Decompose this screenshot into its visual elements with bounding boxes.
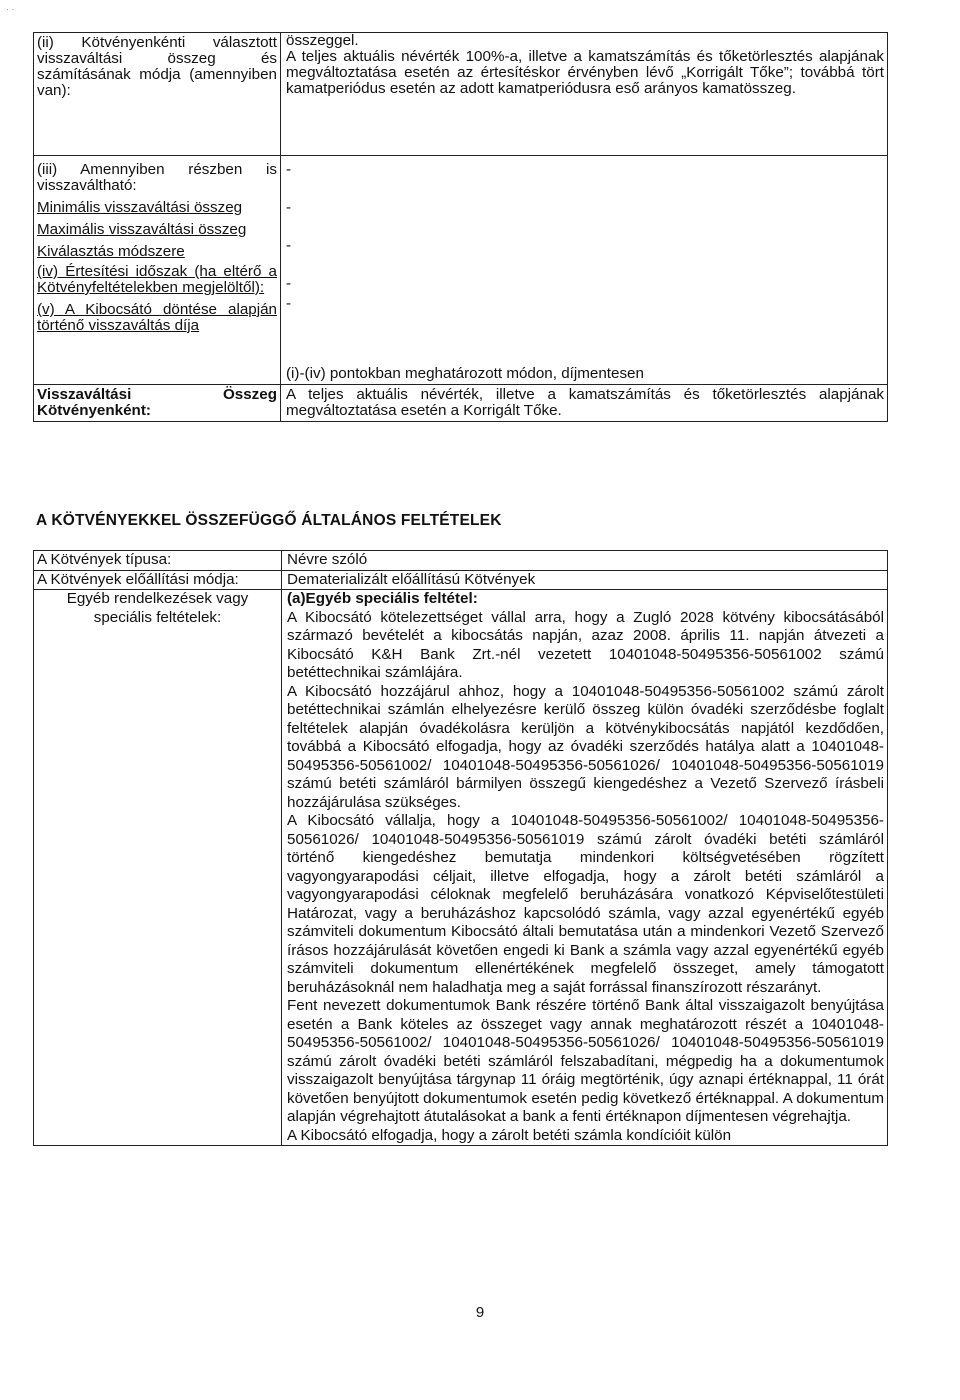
other-provisions-value xyxy=(282,590,888,1146)
table-row xyxy=(34,570,888,590)
redemption-amount-value xyxy=(281,33,888,156)
corner-mark: · · xyxy=(6,4,15,14)
production-method-value: Dematerializált előállítású Kötvények xyxy=(282,570,888,590)
provision-paragraph: A Kibocsátó hozzájárul ahhoz, hogy a 10401048-50495356-50561002 számú zárolt betéttechnikai számlán elhelyezésre kerülő összeg külön óvadéki szerződésbe foglalt feltételek alapján óvadékolásra kerüljön a kötvénykibocsátás napjától kezdődően, továbbá a Kibocsátó elfogadja, hogy az óvadéki szerződés hatálya alatt a 10401048-50495356-50561002/ 10401048-50495356-50561026/ 10401048-50495356-50561019 számú betéti számláról bármilyen összegű kiengedéshez a Vezető Szervező írásbeli hozzájárulása szükséges. xyxy=(287,682,884,811)
redemption-fee-label: (v) A Kibocsátó döntése alapján történő visszaváltás díja xyxy=(37,301,277,334)
provision-paragraph: A Kibocsátó vállalja, hogy a 10401048-50495356-50561002/ 10401048-50495356-50561026/ 10401048-50495356-50561019 számú zárolt óvadéki betéti számláról történő kiengedéshez bemutatja mindenkori költségvetésében rögzített vagyongyarapodási céljait, illetve elfogadja, hogy a zárolt betéti számláról a vagyongyarapodási céloknak megfelelő beruházására vonatkozó Képviselőtestületi Határozat, vagy a beruházáshoz kapcsolódó számla, vagy azzal egyenértékű egyéb számviteli dokumentum Kibocsátó általi bemutatása után a mindenkori Vezető Szervező írásos hozzájárulását követően engedi ki Bank a számla vagy azzal egyenértékű egyéb számviteli dokumentum ellenértékének megfelelő összeget, amely támogatott beruházásoknál nem haladhatja meg a saját forrással finanszírozott részarányt. xyxy=(287,812,884,996)
table-row xyxy=(34,33,888,156)
special-condition-title: (a)Egyéb speciális feltétel: xyxy=(287,590,478,607)
provision-paragraph: A Kibocsátó kötelezettséget vállal arra, hogy a Zugló 2028 kötvény kibocsátásából származó bevételét a kibocsátás napján, azaz 2008. április 11. napján átvezeti a Kibocsátó K&H Bank Zrt.-nél vezetett 10401048-50495356-50561002 számú betéttechnikai számlájára. xyxy=(287,608,884,681)
redemption-amount-text: A teljes aktuális névérték 100%-a, illetve a kamatszámítás és tőketörlesztés alapjának megváltoztatása esetén az értesítéskor érvényben lévő „Korrigált Tőke”; továbbá tört kamatperiódus esetén az adott kamatperiódusra eső arányos kamatösszeg. xyxy=(286,48,884,97)
min-redemption-label: Minimális visszaváltási összeg xyxy=(37,199,243,216)
selection-method-label: Kiválasztás módszere xyxy=(37,243,185,260)
page-number: 9 xyxy=(475,1304,485,1321)
redemption-per-bond-value: A teljes aktuális névérték, illetve a kamatszámítás és tőketörlesztés alapjának megváltoztatása esetén a Korrigált Tőke. xyxy=(281,385,888,422)
bond-type-value: Névre szóló xyxy=(282,551,888,571)
notice-period-label: (iv) Értesítési időszak (ha eltérő a Kötvényfeltételekben megjelöltől): xyxy=(37,263,277,296)
partial-redemption-values xyxy=(281,156,888,385)
table-row xyxy=(34,156,888,385)
table-row xyxy=(34,385,888,422)
redemption-per-bond-label: Visszaváltási Összeg Kötvényenként: xyxy=(34,385,281,422)
general-terms-table xyxy=(33,550,888,1146)
redemption-fee-value: (i)-(iv) pontokban meghatározott módon, díjmentesen xyxy=(286,365,644,382)
continued-text: összeggel. xyxy=(286,32,359,49)
max-redemption-value: - xyxy=(286,237,292,254)
min-redemption-value: - xyxy=(286,199,292,216)
partial-redemption-value: - xyxy=(286,161,292,178)
other-provisions-label: Egyéb rendelkezések vagy speciális feltételek: xyxy=(34,590,282,1146)
table-row xyxy=(34,551,888,571)
table-row xyxy=(34,590,888,1146)
provision-paragraph: Fent nevezett dokumentumok Bank részére történő Bank által visszaigazolt benyújtása esetén a Bank köteles az összeget vagy annak meghatározott részét a 10401048-50495356-50561002/ 10401048-50495356-50561026/ 10401048-50495356-50561019 számú zárolt óvadéki betéti számláról felszabadítani, mégpedig ha a dokumentumok visszaigazolt benyújtása tárgynap 11 óráig megtörténik, úgy aznapi értéknappal, 11 órát követően benyújtott dokumentumok esetén pedig következő értéknappal. A dokumentum alapján végrehajtott átutalásokat a bank a fenti értéknapon díjmentesen végrehajtja. xyxy=(287,997,884,1125)
bond-type-label: A Kötvények típusa: xyxy=(34,551,282,571)
provision-paragraph: A Kibocsátó elfogadja, hogy a zárolt betéti számla kondícióit külön xyxy=(287,1126,732,1144)
partial-redemption-labels xyxy=(34,156,281,385)
production-method-label: A Kötvények előállítási módja: xyxy=(34,570,282,590)
redemption-amount-label: (ii) Kötvényenkénti választott visszaváltási összeg és számításának módja (amennyiben van): xyxy=(34,33,281,156)
selection-method-value: - xyxy=(286,275,292,292)
section-heading: A KÖTVÉNYEKKEL ÖSSZEFÜGGŐ ÁLTALÁNOS FELTÉTELEK xyxy=(36,512,502,529)
notice-period-value: - xyxy=(286,295,292,312)
partial-redemption-label: (iii) Amennyiben részben is visszaváltható: xyxy=(37,161,277,194)
redemption-table xyxy=(33,32,888,422)
max-redemption-label: Maximális visszaváltási összeg xyxy=(37,221,247,238)
